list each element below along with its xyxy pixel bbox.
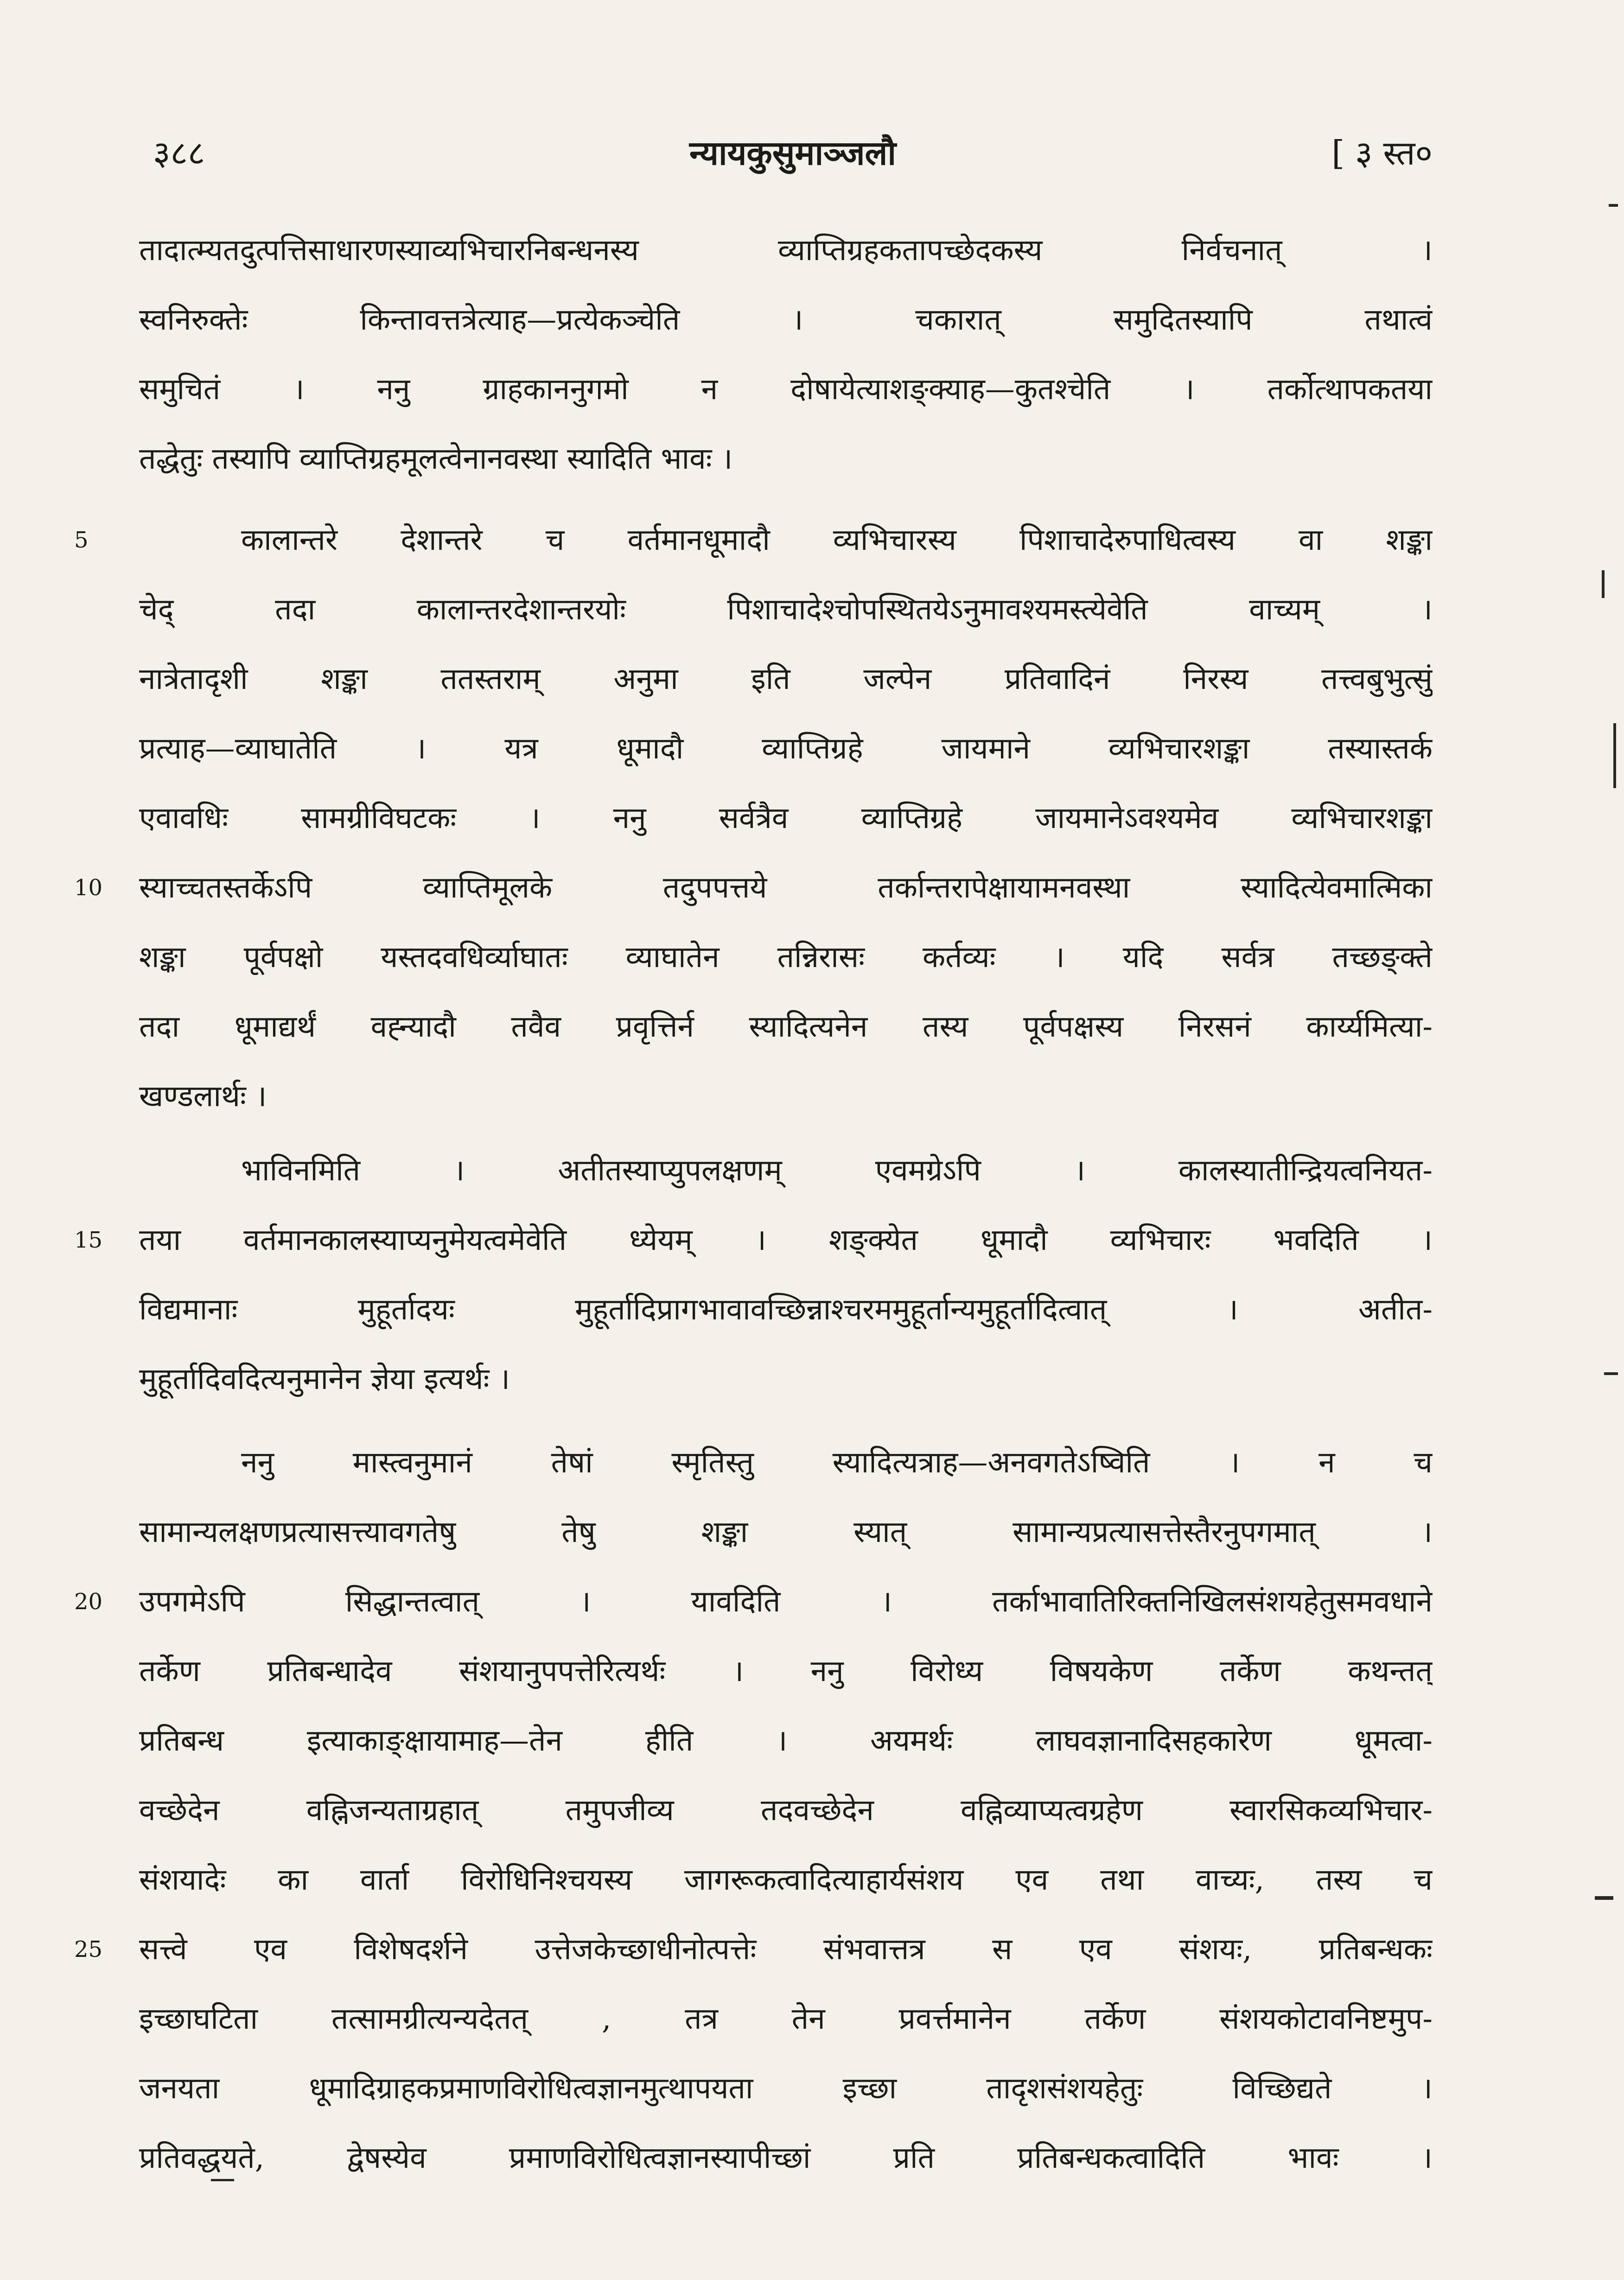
line-number: 15 (74, 1227, 103, 1253)
scan-mark (211, 2179, 234, 2181)
scan-mark (1602, 570, 1605, 598)
text-line: तया वर्तमानकालस्याप्यनुमेयत्वमेवेति ध्येयम् । शङ्क्येत धूमादौ व्यभिचारः भवदिति । (139, 1223, 1433, 1257)
text-line: प्रत्याह—व्याघातेति । यत्र धूमादौ व्याप्तिग्रहे जायमाने व्यभिचारशङ्का तस्यास्तर्क (139, 732, 1433, 766)
text-line: एवावधिः सामग्रीविघटकः । ननु सर्वत्रैव व्याप्तिग्रहे जायमानेऽवश्यमेव व्यभिचारशङ्का (139, 801, 1433, 835)
text-line: उपगमेऽपि सिद्धान्तत्वात् । यावदिति । तर्काभावातिरिक्तनिखिलसंशयहेतुसमवधाने (139, 1585, 1433, 1619)
text-line: प्रतिबन्ध इत्याकाङ्क्षायामाह—तेन हीति । अयमर्थः लाघवज्ञानादिसहकारेण धूमत्वा- (139, 1724, 1433, 1758)
text-line: विद्यमानाः मुहूर्तादयः मुहूर्तादिप्रागभावावच्छिन्नाश्चरममुहूर्तान्यमुहूर्तादित्वात् । अतीत- (139, 1293, 1433, 1327)
line-number: 25 (74, 1936, 103, 1962)
text-line: वच्छेदेन वह्निजन्यताग्रहात् तमुपजीव्य तदवच्छेदेन वह्निव्याप्यत्वग्रहेण स्वारसिकव्यभिचार- (139, 1793, 1433, 1828)
paragraph-4 (139, 1428, 1433, 2193)
text-line: समुचितं । ननु ग्राहकाननुगमो न दोषायेत्याशङ्क्याह—कुतश्चेति । तर्कोत्थापकतया (139, 372, 1433, 407)
text-line: तर्केण प्रतिबन्धादेव संशयानुपपत्तेरित्यर्थः । ननु विरोध्य विषयकेण तर्केण कथन्तत् (139, 1654, 1433, 1688)
text-line: मुहूर्तादिवदित्यनुमानेन ज्ञेया इत्यर्थः । (139, 1362, 510, 1396)
text-line: तदा धूमाद्यर्थं वह्न्यादौ तवैव प्रवृत्तिर्न स्यादित्यनेन तस्य पूर्वपक्षस्य निरसनं कार्य्यमित्या- (139, 1010, 1433, 1044)
scan-mark (1609, 204, 1618, 207)
line-number: 5 (74, 527, 89, 553)
scan-mark (1604, 1372, 1618, 1375)
text-line: जनयता धूमादिग्राहकप्रमाणविरोधित्वज्ञानमुत्थापयता इच्छा तादृशसंशयहेतुः विच्छिद्यते । (139, 2071, 1433, 2106)
text-line: इच्छाघटिता तत्सामग्रीत्यन्यदेतत् , तत्र तेन प्रवर्त्तमानेन तर्केण संशयकोटावनिष्टमुप- (139, 2002, 1433, 2036)
paragraph-1 (139, 216, 1433, 494)
text-line: सामान्यलक्षणप्रत्यासत्त्यावगतेषु तेषु शङ्का स्यात् सामान्यप्रत्यासत्तेस्तैरनुपगमात् । (139, 1515, 1433, 1549)
paragraph-3 (139, 1136, 1433, 1414)
section-label: [ ३ स्त० (1331, 134, 1433, 172)
text-line: चेद् तदा कालान्तरदेशान्तरयोः पिशाचादेश्चोपस्थितयेऽनुमावश्यमस्त्येवेति वाच्यम् । (139, 592, 1433, 627)
page-header (153, 125, 1433, 181)
line-number: 20 (74, 1589, 103, 1615)
text-line: शङ्का पूर्वपक्षो यस्तदवधिर्व्याघातः व्याघातेन तन्निरासः कर्तव्यः । यदि सर्वत्र तच्छङ्क्ते (139, 940, 1433, 974)
text-line: संशयादेः का वार्ता विरोधिनिश्चयस्य जागरूकत्वादित्याहार्यसंशय एव तथा वाच्यः, तस्य च (139, 1863, 1433, 1897)
text-line: नात्रेतादृशी शङ्का ततस्तराम् अनुमा इति जल्पेन प्रतिवादिनं निरस्य तत्त्वबुभुत्सुं (139, 662, 1433, 696)
text-line: तादात्म्यतदुत्पत्तिसाधारणस्याव्यभिचारनिबन्धनस्य व्याप्तिग्रहकतापच्छेदकस्य निर्वचनात् । (139, 233, 1433, 267)
text-line: भाविनमिति । अतीतस्याप्युपलक्षणम् एवमग्रेऽपि । कालस्यातीन्द्रियत्वनियत- (241, 1153, 1433, 1188)
text-line: ननु मास्त्वनुमानं तेषां स्मृतिस्तु स्यादित्यत्राह—अनवगतेऽष्विति । न च (241, 1446, 1433, 1480)
scan-mark (1595, 1896, 1613, 1900)
text-line: तद्धेतुः तस्यापि व्याप्तिग्रहमूलत्वेनानवस्था स्यादिति भावः । (139, 442, 733, 476)
page-number: ३८८ (153, 134, 205, 172)
text-line: स्वनिरुक्तेः किन्तावत्तत्रेत्याह—प्रत्येकञ्चेति । चकारात् समुदितस्यापि तथात्वं (139, 303, 1433, 337)
text-line: खण्डलार्थः । (139, 1079, 267, 1114)
text-line: स्याच्चतस्तर्केऽपि व्याप्तिमूलके तदुपपत्तये तर्कान्तरापेक्षायामनवस्था स्यादित्येवमात्मिका (139, 871, 1433, 905)
line-number: 10 (74, 875, 103, 901)
text-line: कालान्तरे देशान्तरे च वर्तमानधूमादौ व्यभिचारस्य पिशाचादेरुपाधित्वस्य वा शङ्का (241, 523, 1433, 557)
text-line: प्रतिवद्धयते, द्वेषस्येव प्रमाणविरोधित्वज्ञानस्यापीच्छां प्रति प्रतिबन्धकत्वादिति भावः । (139, 2141, 1433, 2175)
running-title: न्यायकुसुमाञ्जलौ (689, 133, 896, 172)
scan-mark (1613, 723, 1616, 788)
paragraph-2 (139, 505, 1433, 1131)
text-line: सत्त्वे एव विशेषदर्शने उत्तेजकेच्छाधीनोत्पत्तेः संभवात्तत्र स एव संशयः, प्रतिबन्धकः (139, 1932, 1433, 1967)
